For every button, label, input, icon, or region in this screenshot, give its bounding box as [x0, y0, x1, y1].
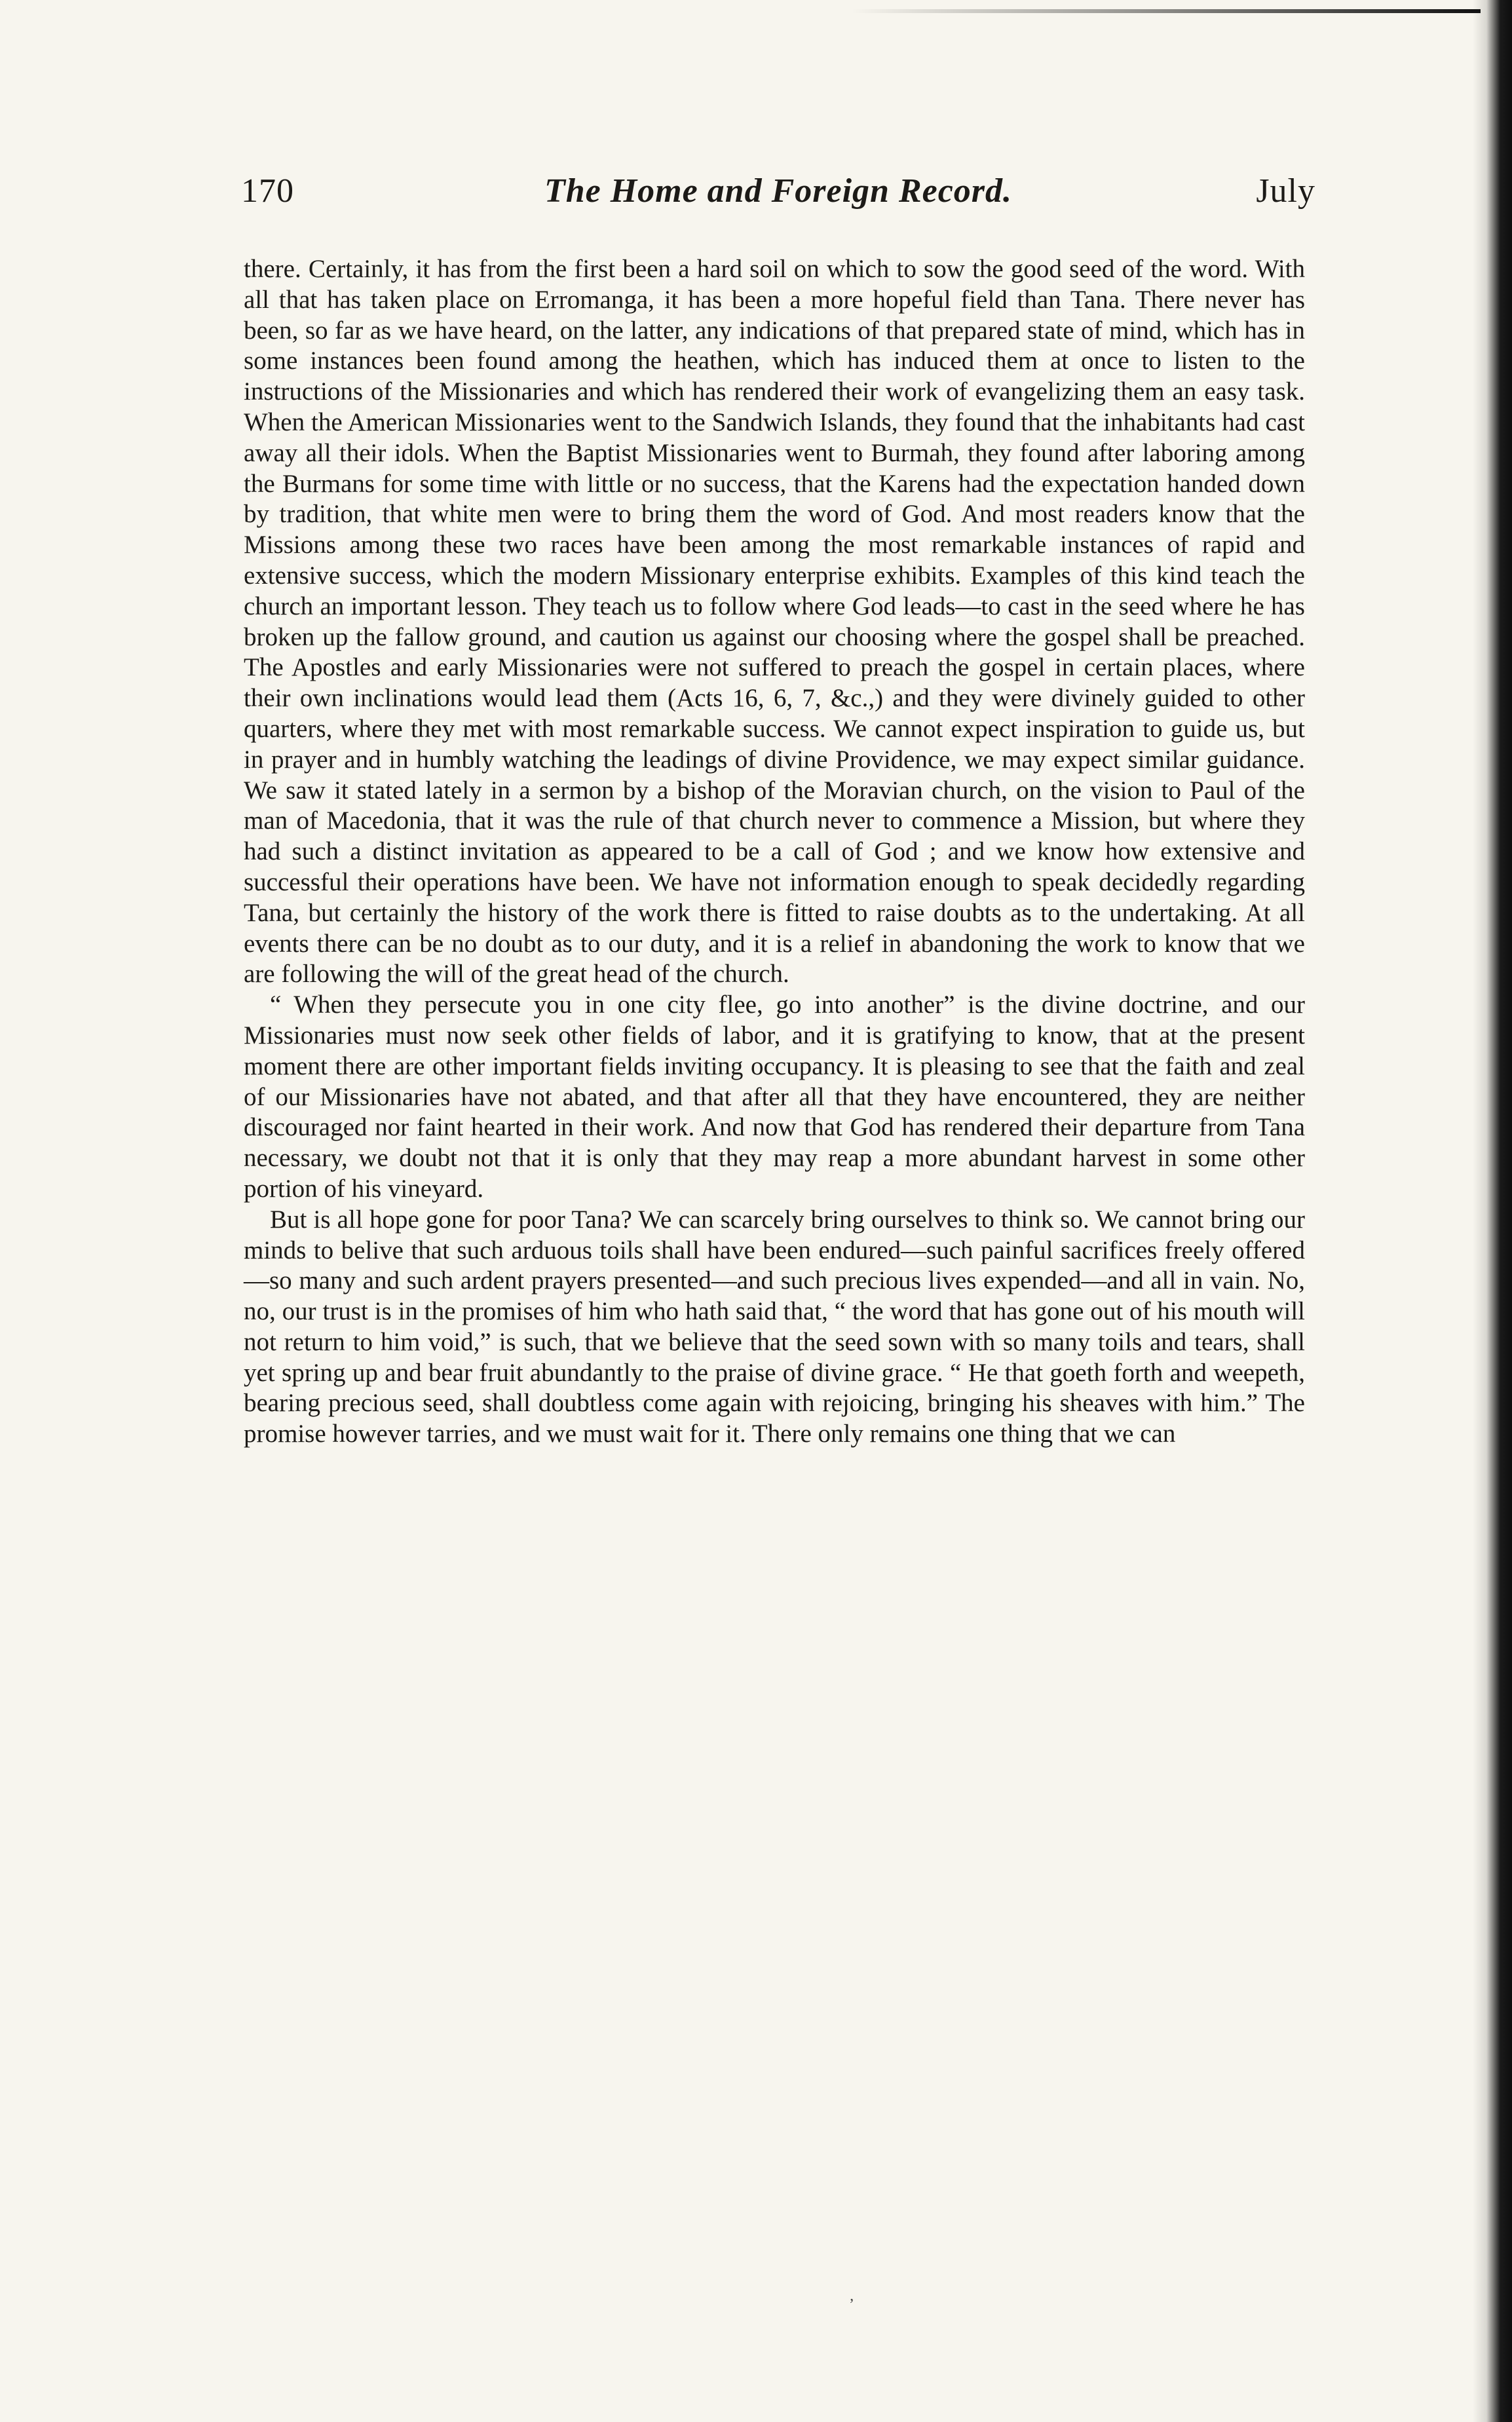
article-body: [244, 254, 1305, 1450]
running-title: The Home and Foreign Record.: [544, 172, 1013, 210]
footer-mark: ’: [849, 2296, 854, 2313]
paragraph: there. Certainly, it has from the first been a hard soil on which to sow the good seed of the word. With all that has taken place on Erromanga, it has been a more hopeful field than Tana. There never has been, so far as we have heard, on the latter, any indications of that prepared state of mind, which has in some instances been found among the heathen, which has induced them at once to listen to the instructions of the Missionaries and which has rendered their work of evangelizing them an easy task. When the American Missionaries went to the Sandwich Islands, they found that the inhabitants had cast away all their idols. When the Baptist Missionaries went to Burmah, they found after laboring among the Burmans for some time with little or no success, that the Karens had the expectation handed down by tradition, that white men were to bring them the word of God. And most readers know that the Missions among these two races have been among the most remarkable instances of rapid and extensive success, which the modern Missionary enterprise exhibits. Examples of this kind teach the church an important lesson. They teach us to follow where God leads—to cast in the seed where he has broken up the fallow ground, and caution us against our choosing where the gospel shall be preached. The Apostles and early Missionaries were not suffered to preach the gospel in certain places, where their own inclinations would lead them (Acts 16, 6, 7, &c.,) and they were divinely guided to other quarters, where they met with most remarkable success. We cannot expect inspiration to guide us, but in prayer and in humbly watching the leadings of divine Providence, we may expect similar guidance. We saw it stated lately in a sermon by a bishop of the Moravian church, on the vision to Paul of the man of Macedonia, that it was the rule of that church never to commence a Mission, but where they had such a distinct invitation as appeared to be a call of God ; and we know how extensive and successful their operations have been. We have not information enough to speak decidedly regarding Tana, but certainly the history of the work there is fitted to raise doubts as to the undertaking. At all events there can be no doubt as to our duty, and it is a relief in abandoning the work to know that we are following the will of the great head of the church.: [244, 255, 1305, 989]
issue-month: July: [1256, 172, 1315, 210]
paragraph: But is all hope gone for poor Tana? We can scarcely bring ourselves to think so. We cannot bring our minds to belive that such arduous toils shall have been endured—such painful sacrifices freely offered—so many and such ardent prayers presented—and such precious lives expended—and all in vain. No, no, our trust is in the promises of him who hath said that, “ the word that has gone out of his mouth will not return to him void,” is such, that we believe that the seed sown with so many toils and tears, shall yet spring up and bear fruit abundantly to the praise of divine grace. “ He that goeth forth and weepeth, bearing precious seed, shall doubtless come again with rejoicing, bringing his sheaves with him.” The promise however tarries, and we must wait for it. There only remains one thing that we can: [244, 1205, 1305, 1448]
scan-edge-rule: [852, 9, 1481, 13]
page-number: 170: [241, 172, 294, 210]
paragraph: “ When they persecute you in one city flee, go into another” is the divine doctrine, and our Missionaries must now seek other fields of labor, and it is gratifying to know, that at the present moment there are other important fields inviting occupancy. It is pleasing to see that the faith and zeal of our Missionaries have not abated, and that after all that they have encountered, they are neither discouraged nor faint hearted in their work. And now that God has rendered their departure from Tana necessary, we doubt not that it is only that they may reap a more abundant harvest in some other portion of his vineyard.: [244, 991, 1305, 1203]
page-binding-shadow: [1473, 0, 1512, 2422]
page-header: [241, 172, 1315, 224]
